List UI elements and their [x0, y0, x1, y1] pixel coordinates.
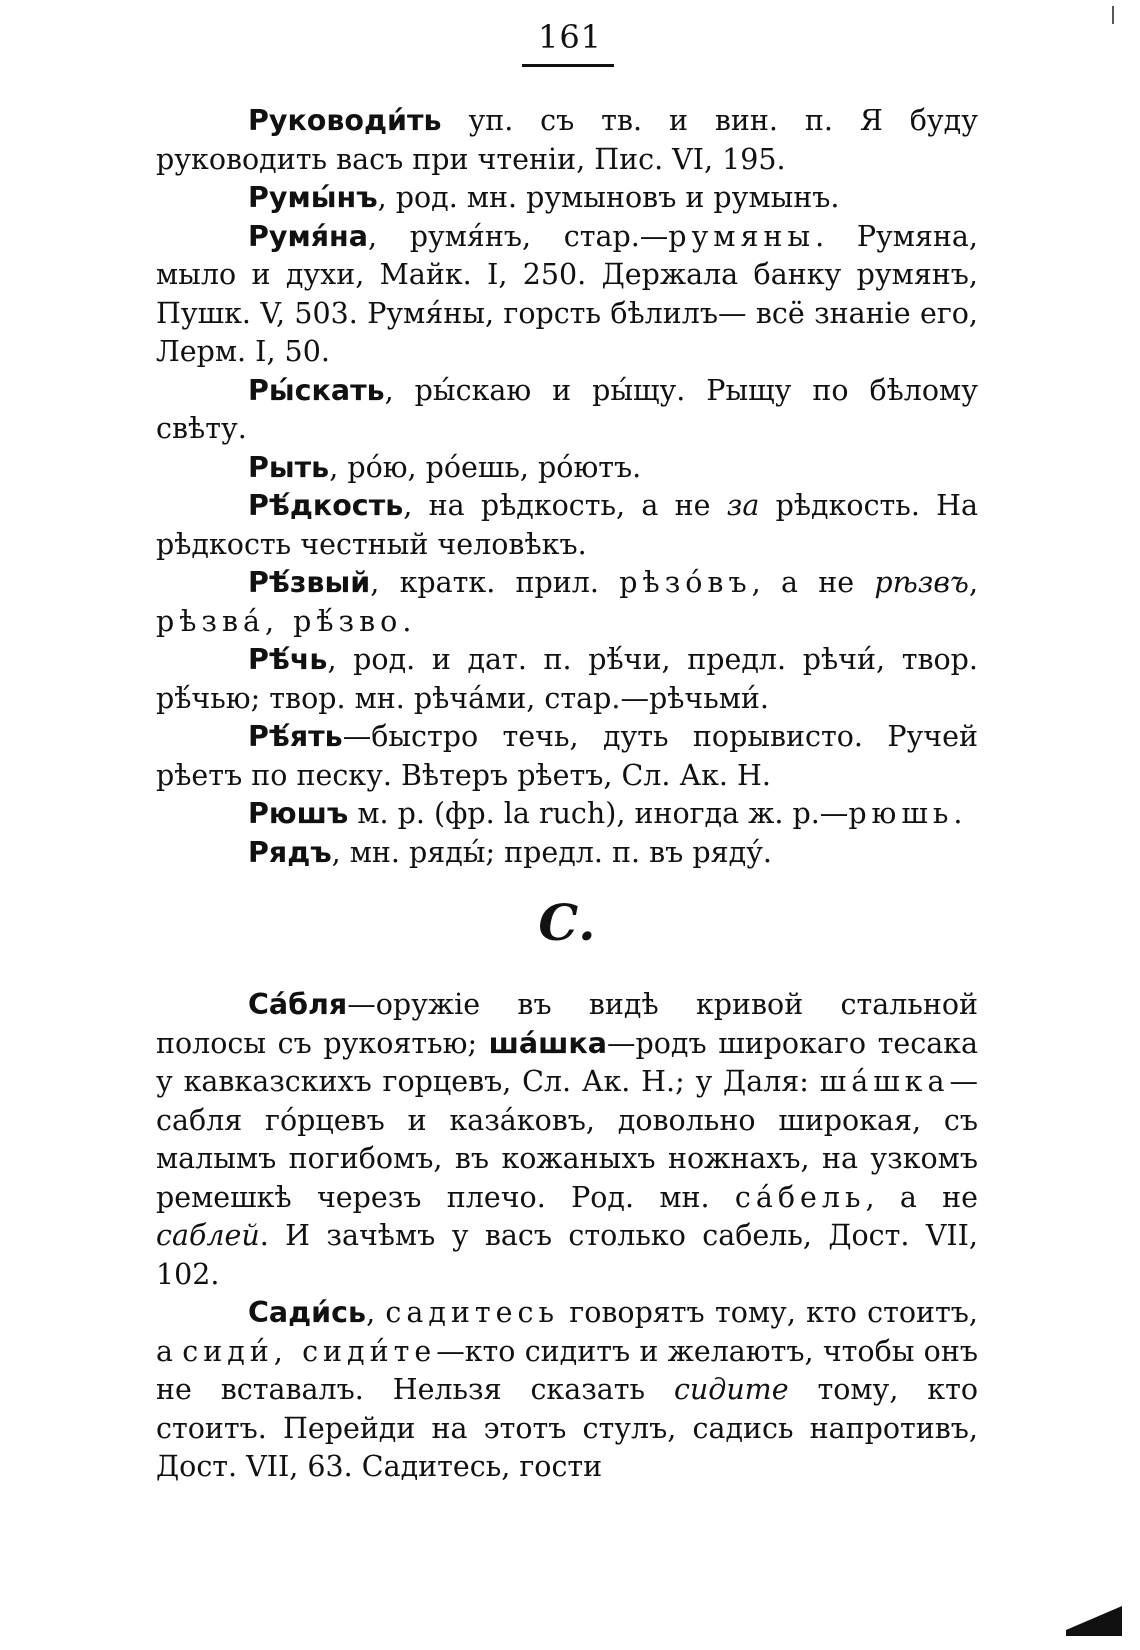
entry-text: , кратк. прил.: [370, 566, 620, 599]
entry-text: , а не: [865, 1180, 979, 1214]
entry-text: .: [402, 604, 412, 638]
entry-text: . Румяна, мыло и духи, Майк. I, 250. Держала банку румянъ, Пушк. V, 503. Румя́ны, горсть бѣлилъ— всё знаніе его, Лерм. I, 50.: [156, 219, 978, 368]
entry-rukovodit: [156, 102, 978, 179]
spaced-form: рюшь: [848, 797, 954, 830]
scan-corner-mark: [1066, 1606, 1122, 1636]
entry-ryush: [156, 795, 978, 834]
entry-sadis: [156, 1294, 978, 1487]
entry-rech: [156, 641, 978, 718]
entry-text: —быстро течь, дуть порывисто. Ручей рѣетъ по песку. Вѣтеръ рѣетъ, Сл. Ак. Н.: [156, 720, 978, 792]
entry-ryad: [156, 834, 978, 873]
entry-ryt: [156, 449, 978, 488]
headword-secondary: ша́шка: [488, 1026, 607, 1060]
page-number: 161: [537, 18, 603, 56]
entry-text: ,: [968, 566, 978, 599]
headword: Рѣ́звый: [248, 566, 371, 599]
entry-text: . И зачѣмъ у васъ столько сабель, Дост. VII, 102.: [156, 1219, 978, 1291]
entry-text: , род. и дат. п. рѣ́чи, предл. рѣчи́, твор. рѣ́чью; твор. мн. рѣча́ми, стар.—рѣчьми́.: [156, 643, 978, 715]
headword: Сади́сь: [248, 1296, 367, 1329]
entry-rumyana: [156, 218, 978, 372]
headword: Рѣ́ять: [248, 720, 343, 753]
entry-rumyn: [156, 179, 978, 218]
headword: Румы́нъ: [248, 181, 378, 214]
entry-text: , мн. ряды́; предл. п. въ ряду́.: [331, 835, 772, 869]
entry-text: ,: [366, 1296, 386, 1329]
entry-reyat: [156, 718, 978, 795]
section-letter-heading: С.: [538, 893, 596, 952]
italic-form: саблей: [156, 1219, 260, 1252]
headword: Румя́на: [248, 219, 368, 253]
entry-text: говорятъ тому, кто стоитъ, а: [156, 1296, 978, 1368]
headword: Рюшъ: [248, 797, 349, 830]
headword: Ры́скать: [248, 373, 385, 407]
entry-text: —родъ широкаго тесака у кавказскихъ горцевъ, Сл. Ак. Н.; у Даля:: [156, 1026, 978, 1098]
spaced-form: рѣзва́, рѣ́зво: [156, 604, 403, 638]
entry-text: , ры́скаю и ры́щу. Рыщу по бѣлому свѣту.: [156, 373, 978, 445]
italic-form: за: [726, 489, 760, 522]
entry-ryskat: [156, 372, 978, 449]
headword: Руководи́ть: [248, 104, 442, 137]
entry-redkost: [156, 487, 978, 564]
entry-text: —сабля го́рцевъ и каза́ковъ, довольно широкая, съ малымъ погибомъ, въ кожаныхъ ножнахъ, на узкомъ ремешкѣ черезъ плечо. Род. мн.: [156, 1065, 978, 1214]
entry-rezvyi: [156, 564, 978, 641]
entry-text: рѣдкость. На рѣдкость честный человѣкъ.: [156, 489, 979, 561]
page-number-underline: [522, 64, 614, 67]
entry-text: , ро́ю, ро́ешь, ро́ютъ.: [329, 450, 642, 484]
headword: Рыть: [248, 450, 330, 484]
entry-text: —кто сидитъ и желаютъ, чтобы онъ не вставалъ. Нельзя сказать: [156, 1334, 978, 1406]
headword: Рѣ́дкость: [248, 489, 404, 522]
headword: Са́бля: [248, 988, 348, 1021]
spaced-form: са́бель: [734, 1180, 866, 1214]
spaced-form: рѣзо́въ: [619, 566, 752, 599]
entry-text: , на рѣдкость, а не: [403, 489, 727, 522]
entry-text: , румя́нъ, стар.—: [367, 219, 669, 253]
main-text: [156, 102, 978, 1487]
entry-sablya: [156, 986, 978, 1294]
entry-text: —оружіе въ видѣ кривой стальной полосы съ рукоятью;: [156, 988, 978, 1060]
spaced-form: румяны: [668, 219, 816, 253]
entry-text: , а не: [751, 566, 875, 599]
italic-form: сидите: [673, 1373, 789, 1406]
italic-form: рѣзвъ: [874, 566, 969, 599]
headword: Рѣ́чь: [248, 643, 328, 676]
entry-text: уп. съ тв. и вин. п. Я буду руководить васъ при чтеніи, Пис. VI, 195.: [156, 104, 978, 176]
entry-text: , род. мн. румыновъ и румынъ.: [377, 181, 840, 214]
entry-text: м. р. (фр. la ruch), иногда ж. р.—: [348, 797, 849, 830]
entry-text: тому, кто стоитъ. Перейди на этотъ стулъ, садись напротивъ, Дост. VII, 63. Садитесь, гости: [156, 1373, 978, 1483]
headword: Рядъ: [248, 835, 332, 869]
entry-text: .: [953, 797, 963, 830]
spaced-form: сиди́, сиди́те: [182, 1334, 437, 1368]
spaced-form: садитесь: [385, 1296, 559, 1329]
spaced-form: ша́шка: [819, 1065, 950, 1098]
